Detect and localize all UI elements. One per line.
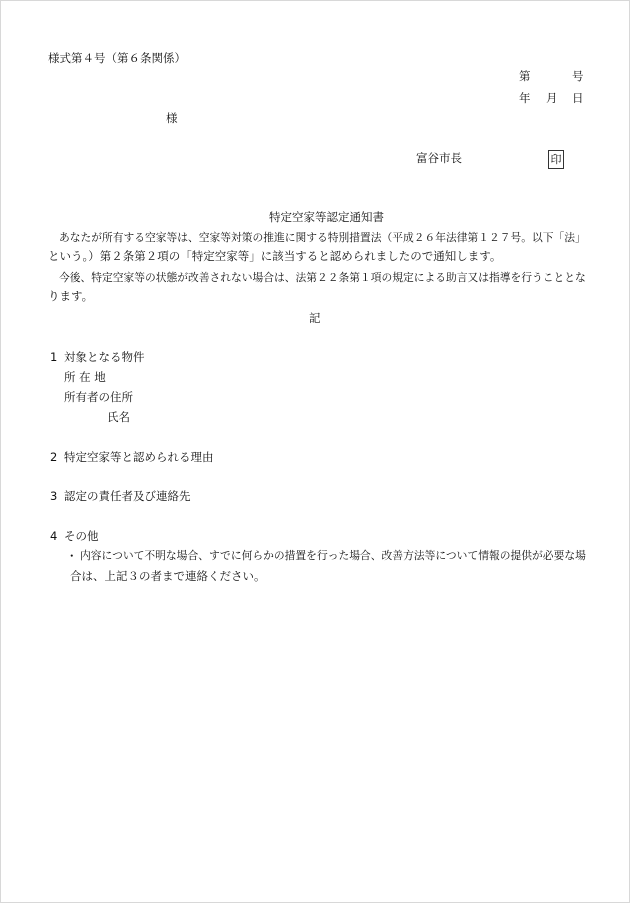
number-prefix: 第: [519, 69, 531, 83]
section-1-num: 1: [50, 350, 58, 364]
form-id: 様式第４号（第６条関係）: [48, 51, 186, 65]
addressee-honorific: 様: [166, 111, 178, 125]
section-3-title: 認定の責任者及び連絡先: [64, 489, 191, 503]
owner-name-label: 氏名: [107, 410, 130, 424]
ki-heading: 記: [309, 311, 321, 325]
section-1-title: 対象となる物件: [64, 350, 145, 364]
body-line-1: あなたが所有する空家等は、空家等対策の推進に関する特別措置法（平成２６年法律第１２７号。以下「法」: [59, 231, 586, 244]
section-4-title: その他: [64, 529, 99, 543]
issuer: 富谷市長: [416, 151, 462, 165]
body-line-3: 今後、特定空家等の状態が改善されない場合は、法第２２条第１項の規定による助言又は指導を行うこととな: [59, 271, 586, 284]
body-line-4: ります。: [48, 289, 94, 303]
body-line-2: という。）第２条第２項の「特定空家等」に該当すると認められましたので通知します。: [48, 249, 502, 263]
note-bullet: ・: [66, 549, 78, 563]
note-line-1: 内容について不明な場合、すでに何らかの措置を行った場合、改善方法等について情報の提供が必要な場: [80, 549, 586, 562]
location-label: 所 在 地: [64, 370, 106, 384]
section-4-num: 4: [50, 529, 58, 543]
section-2-num: 2: [50, 450, 58, 464]
seal-box: 印: [548, 150, 564, 169]
document-title: 特定空家等認定通知書: [269, 210, 384, 224]
note-line-2: 合は、上記３の者まで連絡ください。: [70, 569, 266, 583]
owner-address-label: 所有者の住所: [64, 390, 133, 404]
date-day: 日: [572, 91, 584, 105]
section-3-num: 3: [50, 489, 58, 503]
section-2-title: 特定空家等と認められる理由: [64, 450, 214, 464]
date-month: 月: [546, 91, 558, 105]
number-suffix: 号: [572, 69, 584, 83]
date-year: 年: [519, 91, 531, 105]
